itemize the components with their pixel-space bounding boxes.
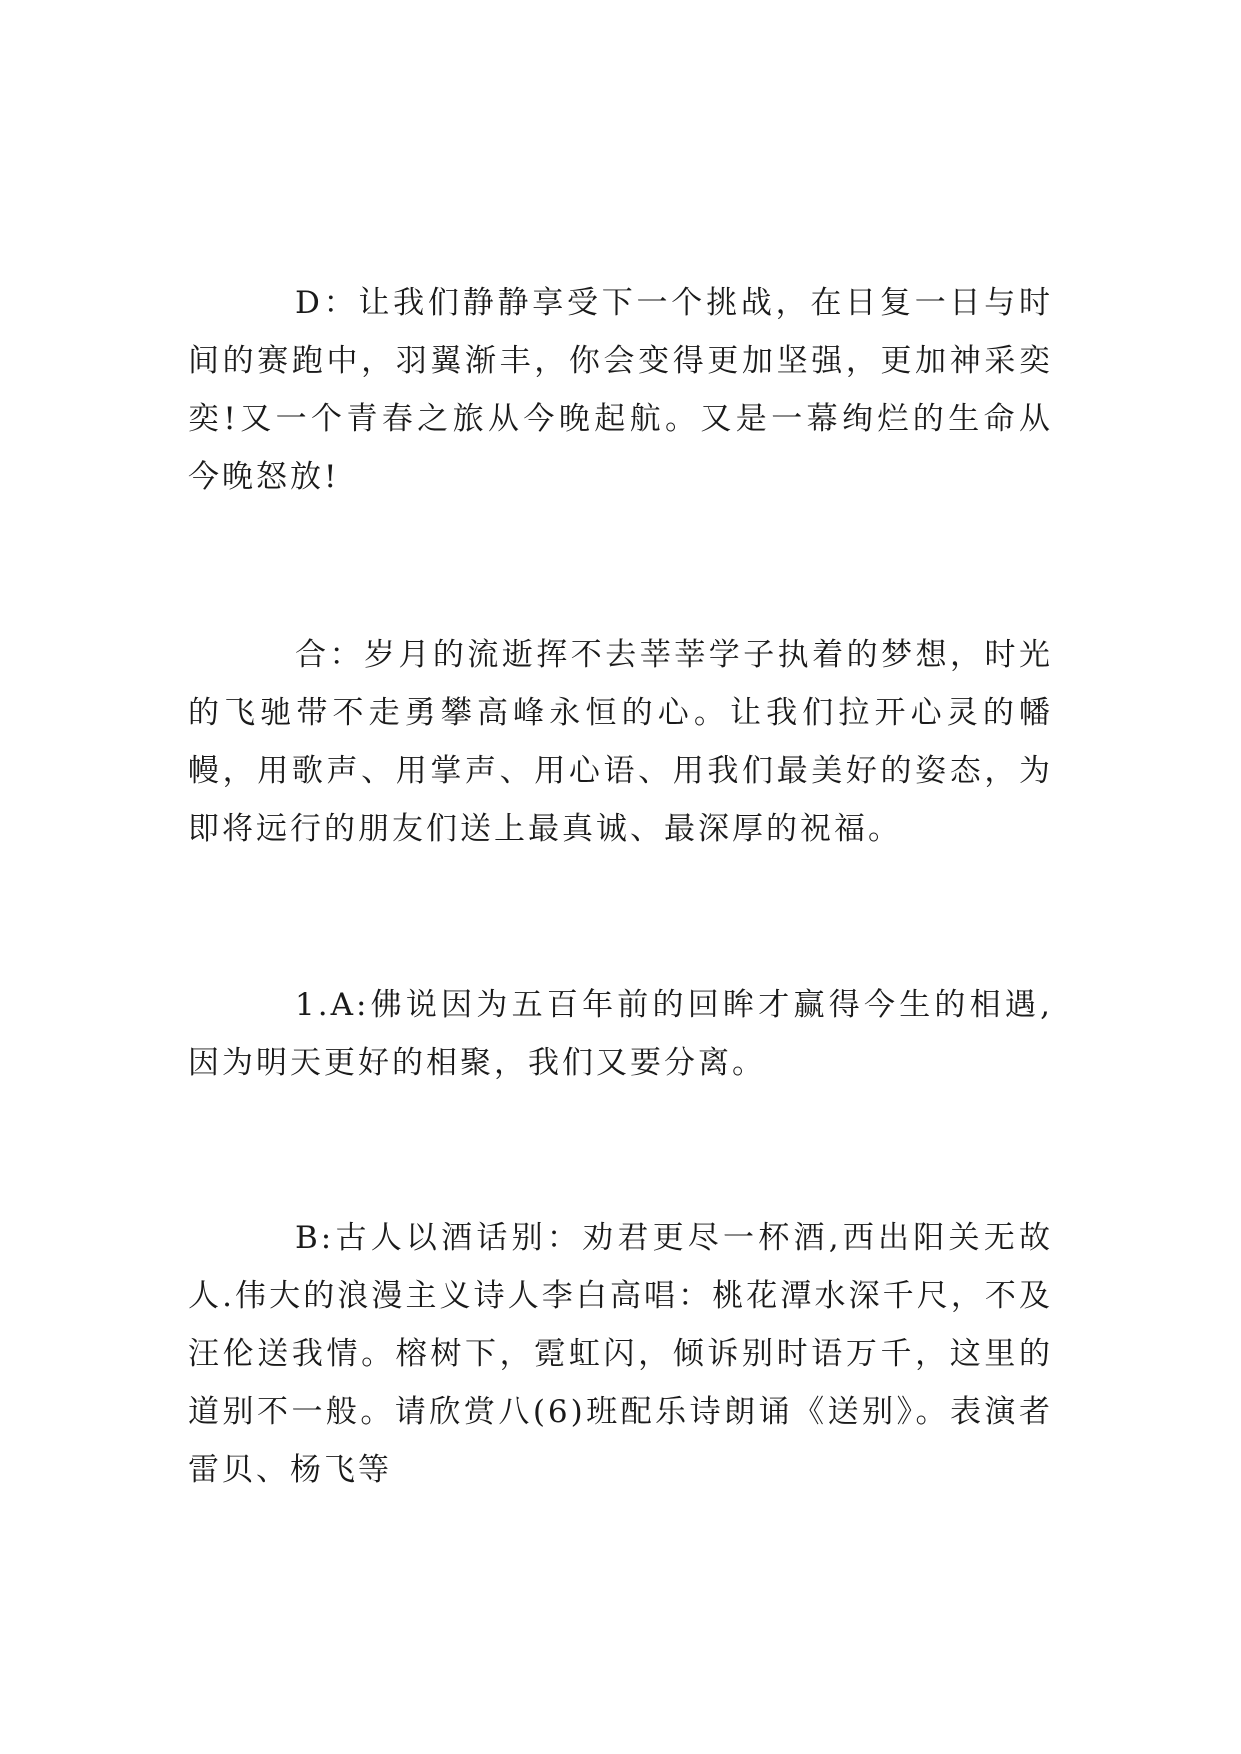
paragraph-d-host-line: D：让我们静静享受下一个挑战，在日复一日与时间的赛跑中，羽翼渐丰，你会变得更加坚强，更加神采奕奕!又一个青春之旅从今晚起航。又是一幕绚烂的生命从今晚怒放! bbox=[188, 285, 1053, 495]
paragraph-chorus-line: 合：岁月的流逝挥不去莘莘学子执着的梦想，时光的飞驰带不走勇攀高峰永恒的心。让我们拉开心灵的幡幔，用歌声、用掌声、用心语、用我们最美好的姿态，为即将远行的朋友们送上最真诚、最深厚的祝福。 bbox=[188, 637, 1053, 847]
paragraph-b-host-line: B:古人以酒话别：劝君更尽一杯酒,西出阳关无故人.伟大的浪漫主义诗人李白高唱：桃花潭水深千尺，不及汪伦送我情。榕树下，霓虹闪，倾诉别时语万千，这里的道别不一般。请欣赏八(6)班配乐诗朗诵《送别》。表演者雷贝、杨飞等 bbox=[188, 1220, 1053, 1488]
paragraph-a-host-line: 1.A:佛说因为五百年前的回眸才赢得今生的相遇,因为明天更好的相聚，我们又要分离。 bbox=[188, 987, 1053, 1081]
